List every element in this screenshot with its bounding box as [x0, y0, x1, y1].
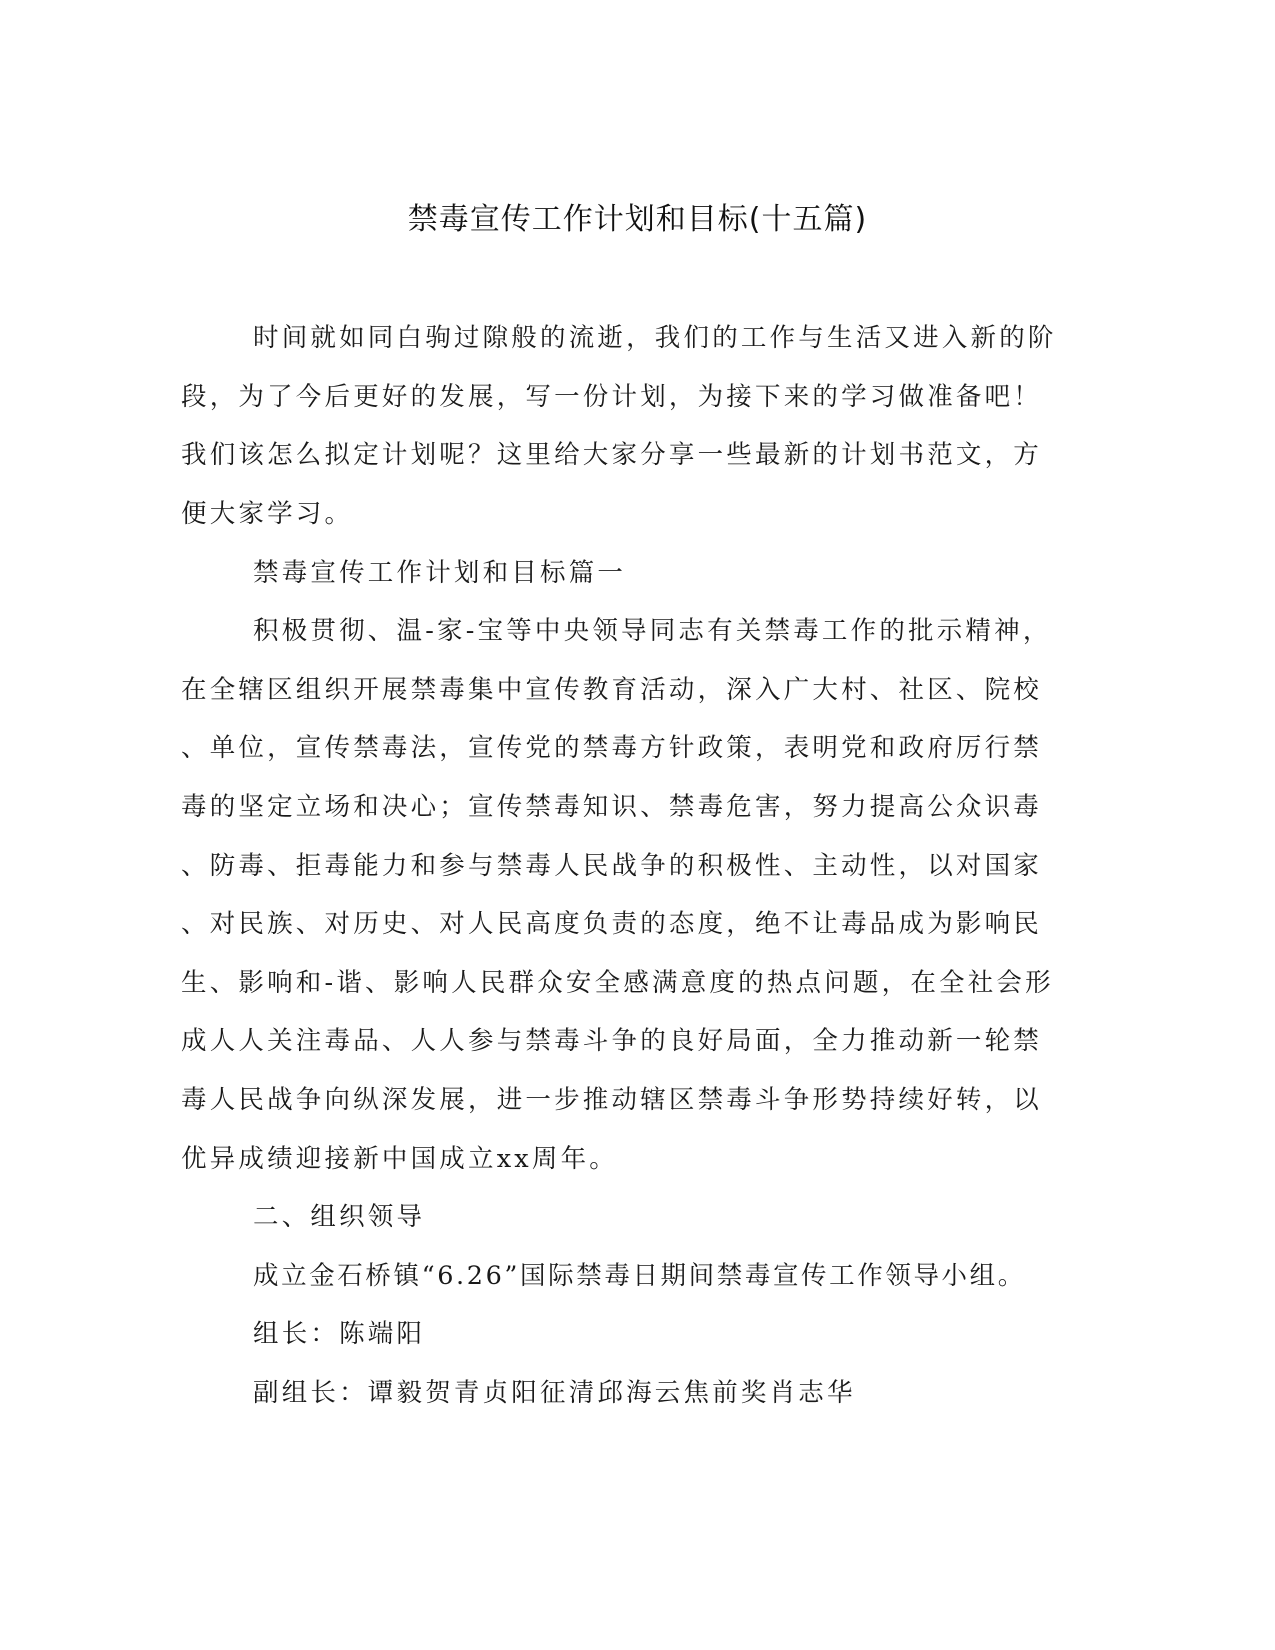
- section-heading: 二、组织领导: [253, 1202, 426, 1232]
- paragraph-line: 在全辖区组织开展禁毒集中宣传教育活动，深入广大村、社区、院校: [181, 675, 1043, 705]
- section-heading: 禁毒宣传工作计划和目标篇一: [253, 558, 627, 588]
- paragraph-line: 积极贯彻、温-家-宝等中央领导同志有关禁毒工作的批示精神，: [253, 616, 1052, 646]
- paragraph-line: 、单位，宣传禁毒法，宣传党的禁毒方针政策，表明党和政府厉行禁: [181, 733, 1043, 763]
- paragraph-line: 成立金石桥镇“6.26”国际禁毒日期间禁毒宣传工作领导小组。: [253, 1261, 1026, 1291]
- paragraph-line: 便大家学习。: [181, 499, 354, 529]
- paragraph-line: 组长：陈端阳: [253, 1319, 426, 1349]
- paragraph-line: 副组长：谭毅贺青贞阳征清邱海云焦前奖肖志华: [253, 1378, 856, 1408]
- paragraph-line: 毒人民战争向纵深发展，进一步推动辖区禁毒斗争形势持续好转，以: [181, 1085, 1043, 1115]
- paragraph-line: 生、影响和-谐、影响人民群众安全感满意度的热点问题，在全社会形: [181, 968, 1054, 998]
- paragraph-line: 、防毒、拒毒能力和参与禁毒人民战争的积极性、主动性，以对国家: [181, 851, 1043, 881]
- document-title: 禁毒宣传工作计划和目标(十五篇): [407, 202, 868, 237]
- paragraph-line: 时间就如同白驹过隙般的流逝，我们的工作与生活又进入新的阶: [253, 323, 1057, 353]
- paragraph-line: 、对民族、对历史、对人民高度负责的态度，绝不让毒品成为影响民: [181, 909, 1043, 939]
- paragraph-line: 我们该怎么拟定计划呢？这里给大家分享一些最新的计划书范文，方: [181, 440, 1043, 470]
- paragraph-line: 成人人关注毒品、人人参与禁毒斗争的良好局面，全力推动新一轮禁: [181, 1026, 1043, 1056]
- paragraph-line: 优异成绩迎接新中国成立xx周年。: [181, 1144, 618, 1174]
- paragraph-line: 毒的坚定立场和决心；宣传禁毒知识、禁毒危害，努力提高公众识毒: [181, 792, 1043, 822]
- paragraph-line: 段，为了今后更好的发展，写一份计划，为接下来的学习做准备吧！: [181, 382, 1043, 412]
